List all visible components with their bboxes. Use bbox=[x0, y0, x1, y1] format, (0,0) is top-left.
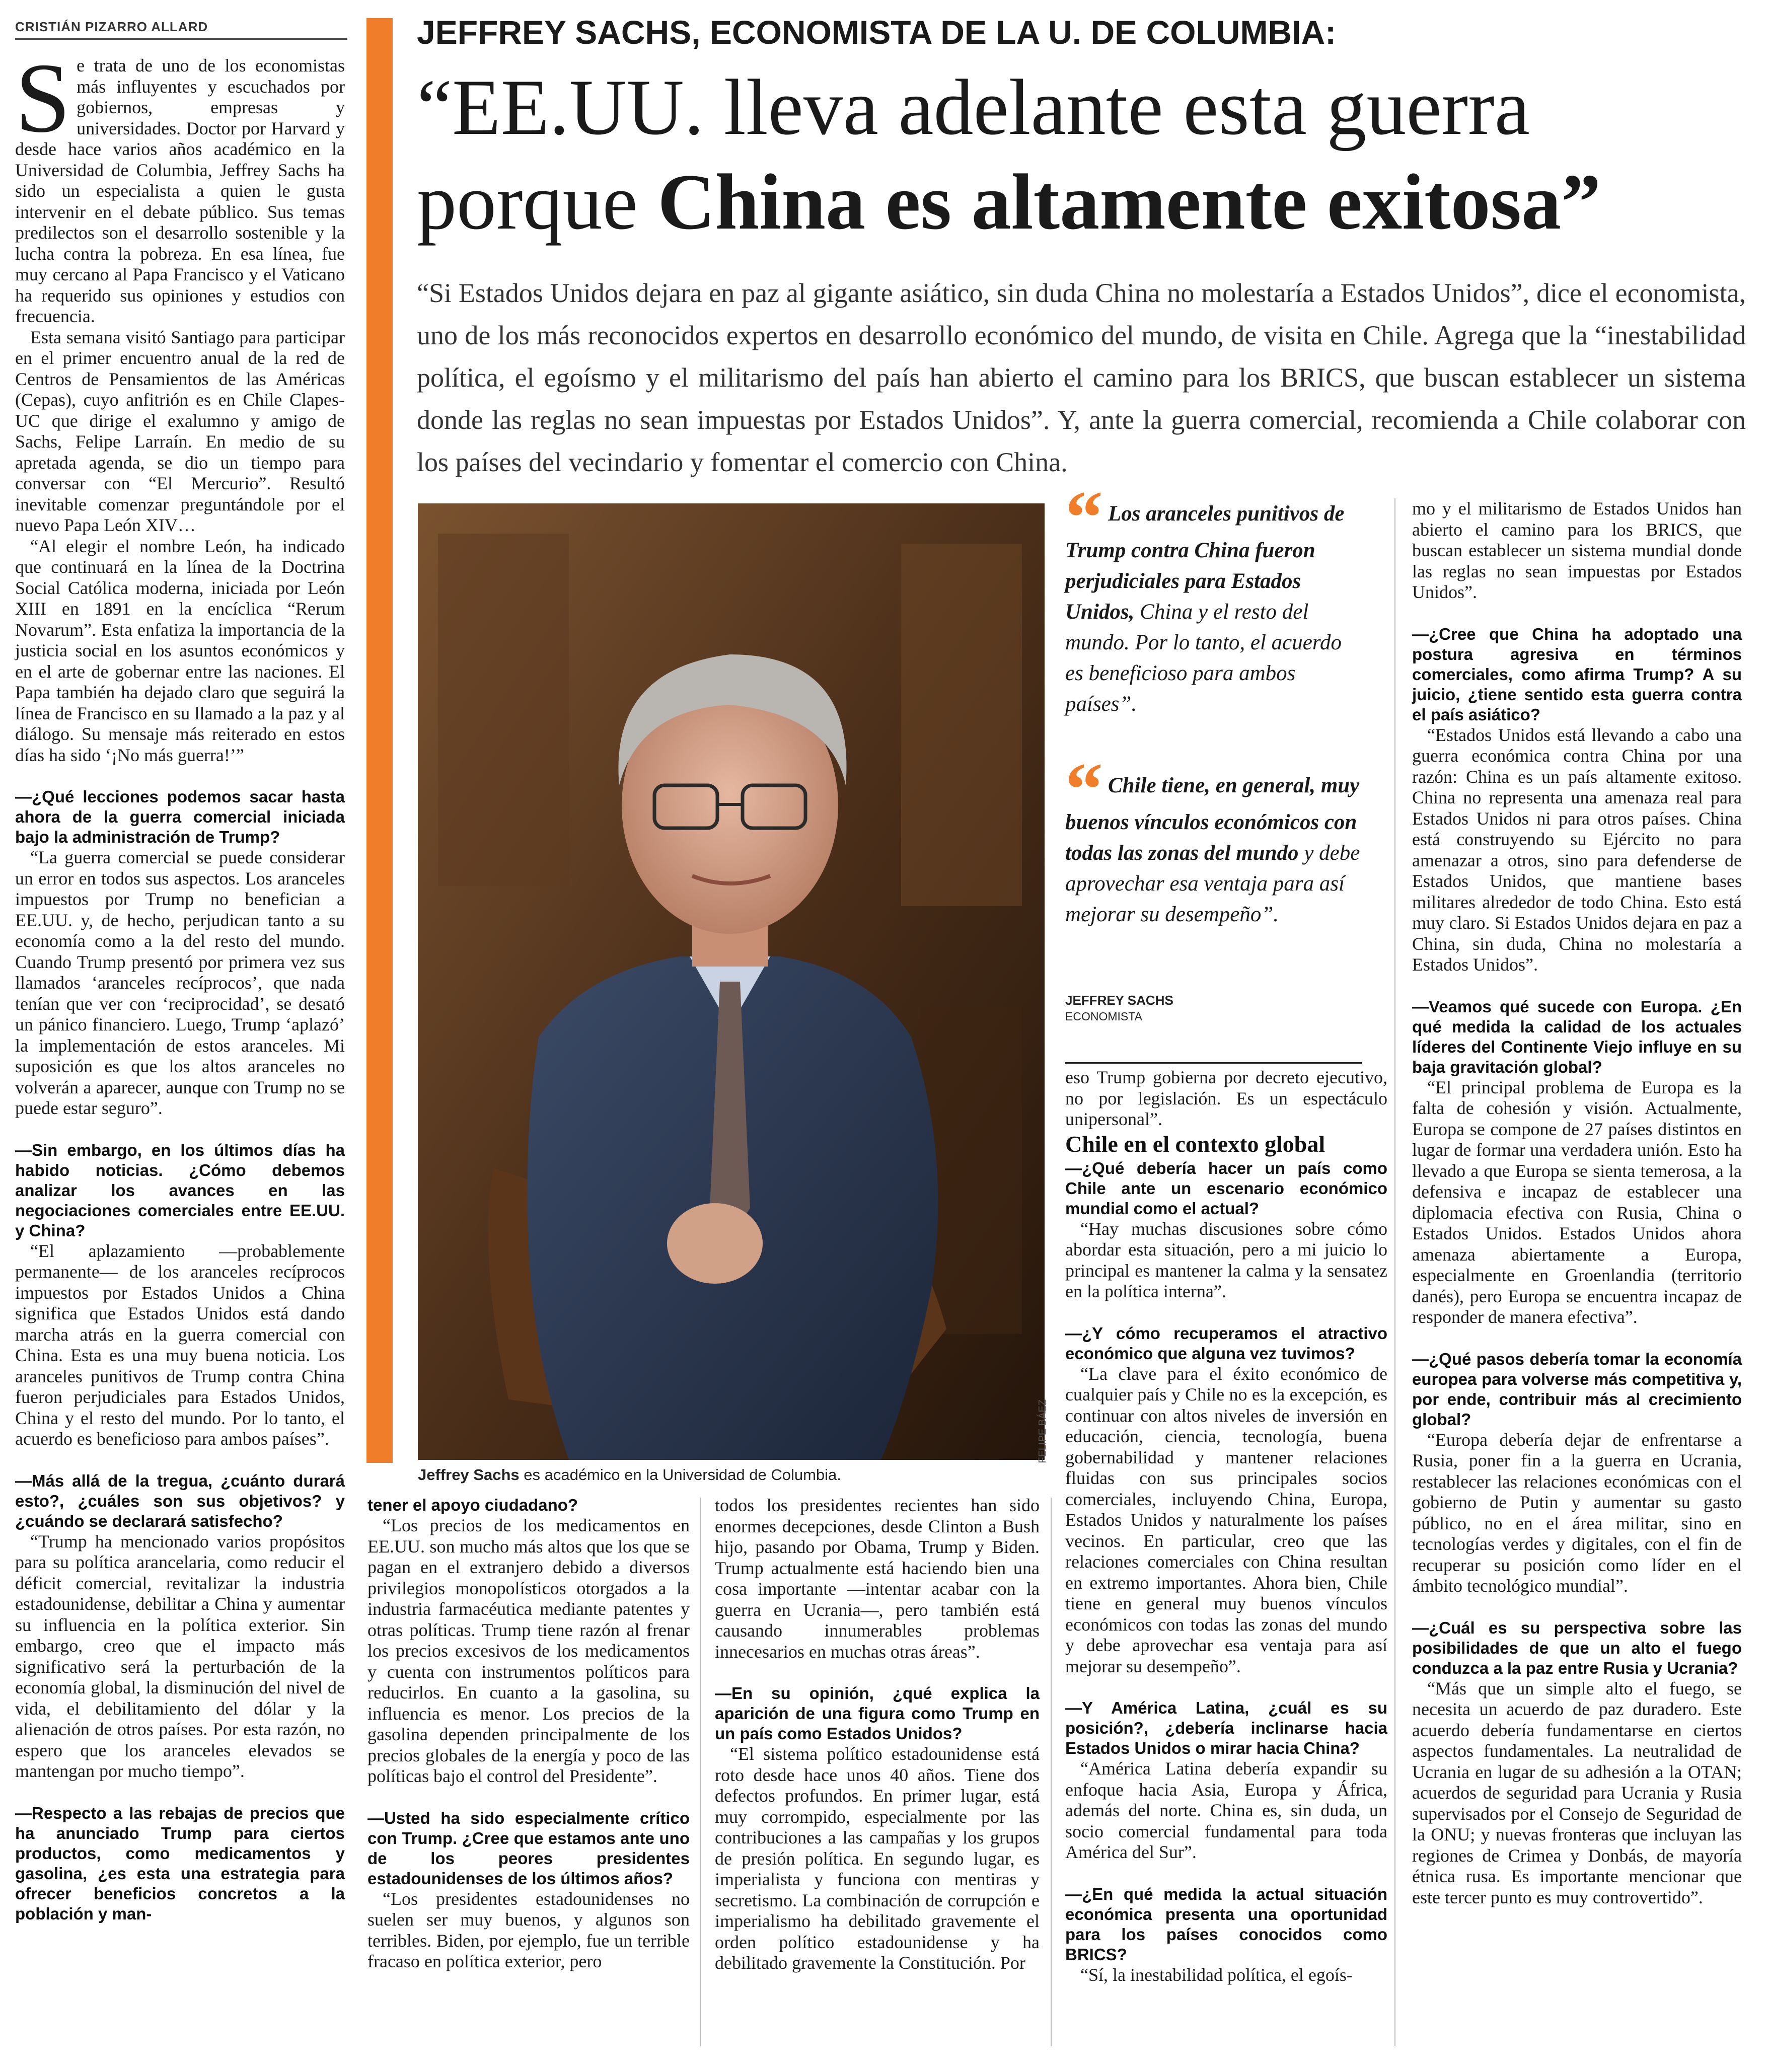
photo bbox=[418, 503, 1045, 1460]
question: —¿En qué medida la actual situación económica presenta una oportunidad para los países conocidos como BRICS? bbox=[1065, 1884, 1387, 1964]
column-rule bbox=[1051, 1498, 1052, 2046]
intro-text: e trata de uno de los economistas más influyentes y escuchados por gobiernos, empresas y universidades. Doctor por Harvard y desde hace varios años académico en la Universidad de Columbia, Jeffrey Sachs ha sido un especialista a quien le gusta intervenir en el debate público. Sus temas predilectos son el desarrollo sostenible y la lucha contra la pobreza. En esa línea, fue muy cercano al Papa Francisco y el Vaticano ha requerido sus opiniones y estudios con frecuencia. bbox=[15, 55, 345, 326]
question: —Más allá de la tregua, ¿cuánto durará esto?, ¿cuáles son sus objetivos? y ¿cuándo se declarará satisfecho? bbox=[15, 1471, 345, 1530]
answer: “Los presidentes estadounidenses no suelen ser muy buenos, y algunos son terribles. Biden, por ejemplo, fue un terrible fracaso en política exterior, pero bbox=[367, 1888, 690, 1971]
intro-paragraph bbox=[15, 43, 345, 327]
byline: CRISTIÁN PIZARRO ALLARD bbox=[15, 19, 208, 34]
pullquote-2-bold: Chile tiene, en general, muy buenos vínculos económicos con todas las zonas del mundo bbox=[1065, 774, 1360, 865]
column-4 bbox=[1065, 1067, 1387, 1985]
lead-paragraph: “Si Estados Unidos dejara en paz al gigante asiático, sin duda China no molestaría a Estados Unidos”, dice el economista, uno de los más reconocidos expertos en desarrollo económico del mundo, de visita en Chile. Agrega que la “inestabilidad política, el egoísmo y el militarismo del país han abierto el camino para los BRICS, que buscan establecer un sistema donde las reglas no sean impuestas por Estados Unidos”. Y, ante la guerra comercial, recomienda a Chile colaborar con los países del vecindario y fomentar el comercio con China. bbox=[417, 278, 1746, 477]
question: —¿Qué lecciones podemos sacar hasta ahora de la guerra comercial iniciada bajo la administración de Trump? bbox=[15, 787, 345, 846]
column-1 bbox=[15, 43, 345, 1924]
column-5 bbox=[1412, 498, 1742, 1908]
question: —¿Cuál es su perspectiva sobre las posibilidades de que un alto el fuego conduzca a la paz entre Rusia y Ucrania? bbox=[1412, 1618, 1742, 1677]
answer: “La clave para el éxito económico de cualquier país y Chile no es la excepción, es continuar con altos niveles de inversión en educación, ciencia, tecnología, buena gobernabilidad y mantener relaciones fluidas con sus principales socios comerciales, incluyendo China, Europa, Estados Unidos y naturalmente los países vecinos. En particular, creo que las relaciones comerciales con China resultan en extremo importantes. Ahora bien, Chile tiene en general muy buenos vínculos económicos con todas las zonas del mundo y debe aprovechar esa ventaja para así mejorar su desempeño”. bbox=[1065, 1363, 1387, 1676]
kicker: JEFFREY SACHS, ECONOMISTA DE LA U. DE COLUMBIA: bbox=[417, 14, 1337, 51]
question: —¿Qué debería hacer un país como Chile ante un escenario económico mundial como el actual? bbox=[1065, 1158, 1387, 1218]
quote-mark-icon: “ bbox=[1065, 748, 1103, 831]
question: —¿Cree que China ha adoptado una postura agresiva en términos comerciales, como afirma Trump? A su juicio, ¿tiene sentido esta guerra contra el país asiático? bbox=[1412, 624, 1742, 724]
paragraph: “Al elegir el nombre León, ha indicado que continuará en la línea de la Doctrina Social Católica moderna, iniciada por León XIII en 1891 en la encíclica “Rerum Novarum”. Esta enfatiza la importancia de la justicia social en los asuntos económicos y en el arte de gobernar entre las naciones. El Papa también ha dejado claro que seguirá la línea de Francisco en su llamado a la paz y al diálogo. Su mensaje más reiterado en estos días ha sido ‘¡No más guerra!’” bbox=[15, 536, 345, 765]
answer: “Los precios de los medicamentos en EE.UU. son mucho más altos que los que se pagan en el extranjero debido a diversos privilegios monopolísticos otorgados a la industria farmacéutica mediante patentes y otras políticas. Trump tiene razón al frenar los precios excesivos de los medicamentos y cuenta con instrumentos políticos para reducirlos. En cuanto a la gasolina, su influencia es menor. Los precios de la gasolina dependen principalmente de los precios globales de la energía y poco de las políticas bajo el control del Presidente”. bbox=[367, 1515, 690, 1786]
byline-rule bbox=[15, 38, 347, 40]
answer: “Estados Unidos está llevando a cabo una guerra económica contra China por una razón: China es un país altamente exitoso. China no representa una amenaza real para Estados Unidos ni para otros países. China está construyendo su Ejército no para amenazar a otros, sino para defenderse de Estados Unidos, que mantiene bases militares alrededor de todo China. Esto está muy claro. Si Estados Unidos dejara en paz a China, sin duda, China no molestaría a Estados Unidos”. bbox=[1412, 724, 1742, 975]
question: —Sin embargo, en los últimos días ha habido noticias. ¿Cómo debemos analizar los avances en las negociaciones comerciales entre EE.UU. y China? bbox=[15, 1140, 345, 1240]
question-continuation: tener el apoyo ciudadano? bbox=[367, 1496, 578, 1514]
answer-continuation: eso Trump gobierna por decreto ejecutivo, no por legislación. Es un espectáculo unipersonal”. bbox=[1065, 1067, 1387, 1129]
portrait-illustration bbox=[418, 503, 1045, 1460]
pullquote-attribution-name: JEFFREY SACHS bbox=[1065, 993, 1173, 1008]
headline-plain: porque bbox=[417, 158, 658, 246]
section-subhead: Chile en el contexto global bbox=[1065, 1131, 1325, 1157]
headline-line-1: “EE.UU. lleva adelante esta guerra bbox=[417, 63, 1530, 152]
pullquote-1-text: China y el resto del mundo. Por lo tanto, el acuerdo es beneficioso para ambos países”. bbox=[1065, 600, 1342, 716]
quote-mark-icon: “ bbox=[1065, 476, 1103, 559]
pullquote-1-bold: Los aranceles punitivos de Trump contra China fueron perjudiciales para Estados Unidos, bbox=[1065, 502, 1345, 624]
answer: “El aplazamiento —probablemente permanente— de los aranceles recíprocos impuestos por Estados Unidos a China significa que Estados Unidos está dando marcha atrás en la guerra comercial con China. Esta es una muy buena noticia. Los aranceles punitivos de Trump contra China fueron perjudiciales para Estados Unidos, China y el resto del mundo. Por lo tanto, el acuerdo es beneficioso para ambos países”. bbox=[15, 1240, 345, 1449]
answer: “Trump ha mencionado varios propósitos para su política arancelaria, como reducir el déficit comercial, revitalizar la industria estadounidense, debilitar a China y aumentar su influencia en la política exterior. Sin embargo, creo que el impacto más significativo será la perturbación de la economía global, la disminución del nivel de vida, el debilitamiento del dólar y la alienación de otros países. Por esta razón, no espero que los aranceles elevados se mantengan por mucho tiempo”. bbox=[15, 1531, 345, 1781]
caption-text: es académico en la Universidad de Columbia. bbox=[519, 1466, 841, 1484]
accent-bar bbox=[366, 18, 393, 1463]
question: —Y América Latina, ¿cuál es su posición?, ¿debería inclinarse hacia Estados Unidos o mirar hacia China? bbox=[1065, 1698, 1387, 1757]
answer: “El principal problema de Europa es la falta de cohesión y visión. Actualmente, Europa se compone de 27 países distintos en lugar de formar una verdadera unión. Esto ha llevado a que Europa se sienta temerosa, a la defensiva e incapaz de establecer una diplomacia efectiva con Rusia, China o Estados Unidos. Estados Unidos ahora amenaza abiertamente a Europa, especialmente en Groenlandia (territorio danés), pero Europa se encuentra incapaz de responder de manera efectiva”. bbox=[1412, 1077, 1742, 1327]
photo-caption bbox=[418, 1466, 841, 1484]
paragraph: Esta semana visitó Santiago para participar en el primer encuentro anual de la red de Centros de Pensamientos de las Américas (Cepas), cuyo anfitrión es en Chile Clapes-UC que dirige el exalumno y amigo de Sachs, Felipe Larraín. En medio de su apretada agenda, se dio un tiempo para conversar con “El Mercurio”. Resultó inevitable comenzar preguntándole por el nuevo Papa León XIV… bbox=[15, 327, 345, 535]
pullquote-attribution-role: ECONOMISTA bbox=[1065, 1010, 1142, 1023]
answer: “América Latina debería expandir su enfoque hacia Asia, Europa y África, además del norte. China es, sin duda, un socio comercial fundamental para toda América del Sur”. bbox=[1065, 1758, 1387, 1862]
question: —Respecto a las rebajas de precios que ha anunciado Trump para ciertos productos, como medicamentos y gasolina, ¿es esta una estrategia para ofrecer beneficios concretos a la población y man- bbox=[15, 1803, 345, 1923]
pullquote-1 bbox=[1065, 476, 1362, 719]
photo-credit: FELIPE BÁEZ bbox=[1037, 1399, 1048, 1463]
answer-continuation: mo y el militarismo de Estados Unidos han abierto el camino para los BRICS, que buscan establecer un sistema mundial donde las reglas no sean impuestas por Estados Unidos”. bbox=[1412, 498, 1742, 602]
question: —¿Y cómo recuperamos el atractivo económico que alguna vez tuvimos? bbox=[1065, 1323, 1387, 1363]
question: —En su opinión, ¿qué explica la aparición de una figura como Trump en un país como Estados Unidos? bbox=[715, 1684, 1040, 1743]
headline-line-2 bbox=[417, 155, 1756, 250]
answer: “Sí, la inestabilidad política, el egoís- bbox=[1080, 1964, 1353, 1985]
pullquote-2 bbox=[1065, 748, 1362, 930]
answer: “Más que un simple alto el fuego, se necesita un acuerdo de paz duradero. Este acuerdo debería fundamentarse en ciertos aspectos fundamentales. La neutralidad de Ucrania en lugar de su adhesión a la OTAN; acuerdos de seguridad para Ucrania y Rusia supervisados por el Consejo de Seguridad de la ONU; y nuevas fronteras que incluyan las regiones de Crimea y Donbás, de mayoría étnica rusa. Es importante mencionar que este tercer punto es muy controvertido”. bbox=[1412, 1678, 1742, 1907]
column-rule bbox=[700, 1498, 701, 2046]
question: —Usted ha sido especialmente crítico con Trump. ¿Cree que estamos ante uno de los peores presidentes estadounidenses de los últimos años? bbox=[367, 1808, 690, 1888]
answer: “El sistema político estadounidense está roto desde hace unos 40 años. Tiene dos defectos profundos. En primer lugar, está muy corrompido, especialmente por las contribuciones a las campañas y los grupos de presión política. En segundo lugar, es imperialista y funciona con mentiras y secretismo. La combinación de corrupción e imperialismo ha debilitado gravemente el orden político estadounidense y ha debilitado gravemente la Constitución. Por bbox=[715, 1744, 1040, 1973]
column-3 bbox=[715, 1495, 1040, 1974]
answer: “Hay muchas discusiones sobre cómo abordar esta situación, pero a mi juicio lo principal es mantener la calma y la sensatez en la política interna”. bbox=[1065, 1218, 1387, 1301]
pullquote-rule bbox=[1065, 1062, 1362, 1064]
column-2 bbox=[367, 1495, 690, 1972]
column-rule bbox=[1394, 498, 1395, 2046]
question: —¿Qué pasos debería tomar la economía europea para volverse más competitiva y, por ende, contribuir más al crecimiento global? bbox=[1412, 1349, 1742, 1429]
answer: “Europa debería dejar de enfrentarse a Rusia, poner fin a la guerra en Ucrania, restablecer las relaciones económicas con el gobierno de Putin y aumentar su gasto público, no en el área militar, sino en tecnologías verdes y digitales, con el fin de recuperar su posición como líder en el ámbito tecnológico mundial”. bbox=[1412, 1429, 1742, 1596]
answer: “La guerra comercial se puede considerar un error en todos sus aspectos. Los aranceles impuestos por Trump no benefician a EE.UU. y, de hecho, perjudican tanto a su economía como a la del resto del mundo. Cuando Trump presentó por primera vez sus llamados ‘aranceles recíprocos’, que nada tenían que ver con ‘reciprocidad’, se desató un pánico financiero. Luego, Trump ‘aplazó’ la implementación de estos aranceles. Mi suposición es que los altos aranceles no volverán a aparecer, aunque con Trump no se puede estar seguro”. bbox=[15, 847, 345, 1118]
question: —Veamos qué sucede con Europa. ¿En qué medida la calidad de los actuales líderes del Continente Viejo influye en su baja gravitación global? bbox=[1412, 997, 1742, 1076]
headline-bold: China es altamente exitosa” bbox=[657, 158, 1601, 246]
caption-name: Jeffrey Sachs bbox=[418, 1466, 520, 1484]
pullquote-2-text: y debe aprovechar esa ventaja para así mejorar su desempeño”. bbox=[1065, 841, 1360, 926]
answer-continuation: todos los presidentes recientes han sido enormes decepciones, desde Clinton a Bush hijo, pasando por Obama, Trump y Biden. Trump actualmente está haciendo bien una cosa importante —intentar acabar con la guerra en Ucrania—, pero también está causando innumerables problemas innecesarios en muchas otras áreas”. bbox=[715, 1495, 1040, 1662]
dropcap: S bbox=[15, 43, 71, 153]
headline bbox=[417, 60, 1756, 250]
